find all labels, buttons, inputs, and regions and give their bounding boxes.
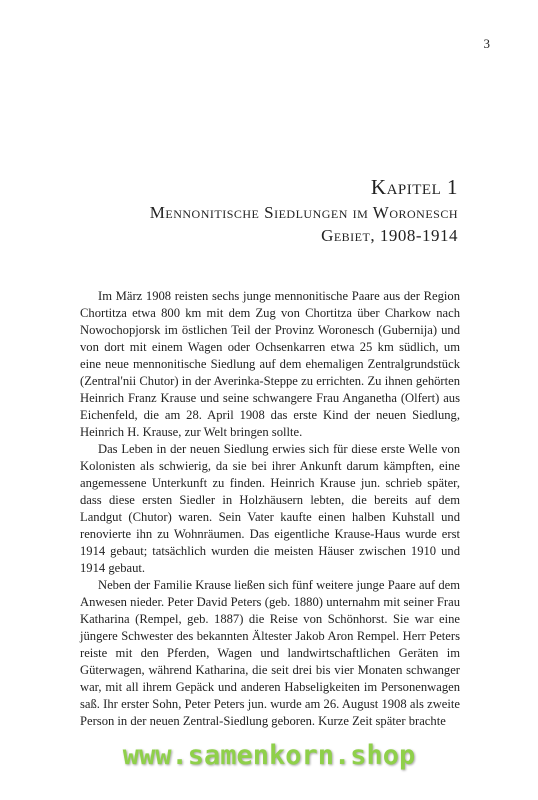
chapter-heading xyxy=(58,174,458,246)
paragraph: Das Leben in der neuen Siedlung erwies sich für diese erste Welle von Kolonisten als schwierig, da sie bei ihrer Ankunft darum kämpften, eine angemessene Unterkunft zu finden. Heinrich Krause jun. schrieb später, dass diese ersten Siedler in Holzhäusern lebten, die bereits auf dem Landgut (Chutor) waren. Sein Vater kaufte einen halben Kuhstall und renovierte ihn zu Wohnräumen. Das eigentliche Krause-Haus wurde erst 1914 gebaut; tatsächlich wurden die meisten Häuser zwischen 1910 und 1914 gebaut. xyxy=(80,442,460,575)
chapter-label: Kapitel 1 xyxy=(370,175,458,199)
watermark: www.samenkorn.shop xyxy=(122,740,416,771)
body-text xyxy=(80,288,460,730)
paragraph: Neben der Familie Krause ließen sich fünf weitere junge Paare auf dem Anwesen nieder. Peter David Peters (geb. 1880) unternahm mit seiner Frau Katharina (Rempel, geb. 1887) die Reise von Schönhorst. Sie war eine jüngere Schwester des bekannten Ältester Jakob Aron Rempel. Herr Peters reiste mit den Pferden, Wagen und landwirtschaftlichen Geräten im Güterwagen, während Katharina, die seit drei bis vier Monaten schwanger war, mit all ihrem Gepäck und anderen Habseligkeiten im Personenwagen saß. Ihr erster Sohn, Peter Peters jun. wurde am 26. August 1908 als zweite Person in der neuen Zentral-Siedlung geboren. Kurze Zeit später brachte xyxy=(80,578,460,728)
paragraph: Im März 1908 reisten sechs junge mennonitische Paare aus der Region Chortitza etwa 800 km mit dem Zug von Chortitza über Charkow nach Nowochopjorsk im östlichen Teil der Provinz Woronesch (Gubernija) und von dort mit einem Wagen oder Ochsenkarren etwa 25 km südlich, um eine neue mennonitische Siedlung auf dem ehemaligen Zentralgrundstück (Zentral'nii Chutor) in der Averinka-Steppe zu errichten. Zu ihnen gehörten Heinrich Franz Krause und seine schwangere Frau Anganetha (Olfert) aus Eichenfeld, die am 28. April 1908 das erste Kind der neuen Siedlung, Heinrich H. Krause, zur Welt bringen sollte. xyxy=(80,289,460,439)
chapter-title-line-1: Mennonitische Siedlungen im Woronesch xyxy=(149,203,458,222)
chapter-title-line-2: Gebiet, 1908-1914 xyxy=(321,226,458,245)
page-number: 3 xyxy=(483,36,490,51)
